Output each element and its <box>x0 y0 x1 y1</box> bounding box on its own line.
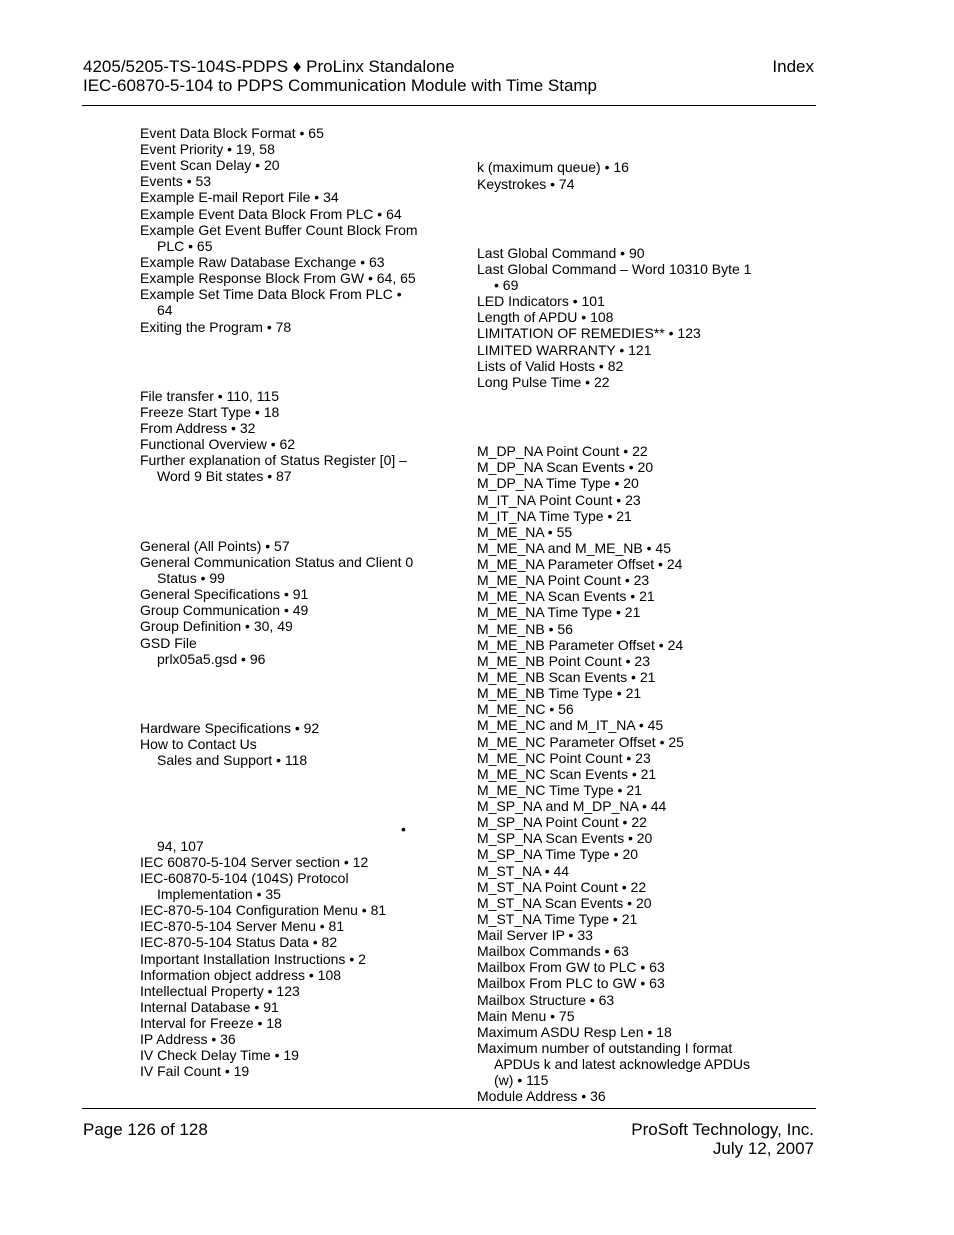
index-entry: Important Installation Instructions • 2 <box>140 951 366 967</box>
index-entry: Mailbox Structure • 63 <box>477 992 615 1008</box>
index-entry: Example Raw Database Exchange • 63 <box>140 254 385 270</box>
index-entry: M_DP_NA Point Count • 22 <box>477 443 648 459</box>
index-entry: M_ST_NA Point Count • 22 <box>477 879 647 895</box>
index-entry: M_ME_NC and M_IT_NA • 45 <box>477 717 664 733</box>
index-entry: k (maximum queue) • 16 <box>477 159 629 175</box>
index-entry: M_IT_NA Point Count • 23 <box>477 492 641 508</box>
index-entry: Events • 53 <box>140 173 212 189</box>
index-subentry: prlx05a5.gsd • 96 <box>157 651 266 667</box>
index-entry: M_ME_NC Scan Events • 21 <box>477 766 657 782</box>
page-number: Page 126 of 128 <box>83 1120 208 1139</box>
company-name: ProSoft Technology, Inc. <box>631 1120 814 1139</box>
index-entry: M_ME_NB • 56 <box>477 621 573 637</box>
index-entry: Exiting the Program • 78 <box>140 319 292 335</box>
index-entry: M_ME_NC • 56 <box>477 701 574 717</box>
index-entry: Mailbox From PLC to GW • 63 <box>477 975 665 991</box>
index-entry: IEC 60870-5-104 Server section • 12 <box>140 854 369 870</box>
index-entry: Example Set Time Data Block From PLC • <box>140 286 402 302</box>
index-entry: M_ME_NA and M_ME_NB • 45 <box>477 540 671 556</box>
index-entry: M_ME_NA Point Count • 23 <box>477 572 650 588</box>
index-entry: Group Communication • 49 <box>140 602 309 618</box>
index-entry-continuation: APDUs k and latest acknowledge APDUs <box>494 1056 751 1072</box>
index-entry: M_SP_NA and M_DP_NA • 44 <box>477 798 667 814</box>
index-entry: IEC-870-5-104 Server Menu • 81 <box>140 918 345 934</box>
index-entry-continuation: 94, 107 <box>157 838 204 854</box>
index-entry: GSD File <box>140 635 197 651</box>
index-entry: M_SP_NA Scan Events • 20 <box>477 830 653 846</box>
index-entry: LED Indicators • 101 <box>477 293 605 309</box>
index-entry: Last Global Command – Word 10310 Byte 1 <box>477 261 752 277</box>
index-entry: M_ME_NA • 55 <box>477 524 573 540</box>
index-entry: M_IT_NA Time Type • 21 <box>477 508 632 524</box>
index-entry: Group Definition • 30, 49 <box>140 618 293 634</box>
index-entry: From Address • 32 <box>140 420 256 436</box>
index-entry: M_ME_NA Scan Events • 21 <box>477 588 655 604</box>
index-entry: Keystrokes • 74 <box>477 176 575 192</box>
index-entry: M_ME_NA Time Type • 21 <box>477 604 641 620</box>
index-entry: Intellectual Property • 123 <box>140 983 300 999</box>
index-entry: General Communication Status and Client 0 <box>140 554 414 570</box>
index-entry: General (All Points) • 57 <box>140 538 290 554</box>
index-entry-continuation: • 69 <box>494 277 519 293</box>
index-entry: M_ME_NB Point Count • 23 <box>477 653 650 669</box>
index-entry: Example Event Data Block From PLC • 64 <box>140 206 402 222</box>
index-entry: Functional Overview • 62 <box>140 436 296 452</box>
index-entry: Example Response Block From GW • 64, 65 <box>140 270 416 286</box>
index-entry: Mailbox From GW to PLC • 63 <box>477 959 665 975</box>
index-entry: Main Menu • 75 <box>477 1008 575 1024</box>
index-entry: M_ST_NA • 44 <box>477 863 570 879</box>
index-entry: M_ME_NB Parameter Offset • 24 <box>477 637 684 653</box>
index-entry: M_ST_NA Time Type • 21 <box>477 911 638 927</box>
index-entry: Mailbox Commands • 63 <box>477 943 629 959</box>
publication-date: July 12, 2007 <box>712 1139 814 1158</box>
index-entry: Maximum ASDU Resp Len • 18 <box>477 1024 672 1040</box>
index-entry-continuation: Word 9 Bit states • 87 <box>157 468 292 484</box>
index-entry: Long Pulse Time • 22 <box>477 374 610 390</box>
index-entry: M_ME_NC Time Type • 21 <box>477 782 642 798</box>
index-entry: LIMITED WARRANTY • 121 <box>477 342 652 358</box>
index-entry: Freeze Start Type • 18 <box>140 404 280 420</box>
index-entry-continuation: (w) • 115 <box>494 1072 549 1088</box>
index-entry: How to Contact Us <box>140 736 257 752</box>
index-entry: Event Scan Delay • 20 <box>140 157 280 173</box>
index-entry-continuation: PLC • 65 <box>157 238 213 254</box>
index-entry: Event Data Block Format • 65 <box>140 125 324 141</box>
index-entry: Further explanation of Status Register [0] – <box>140 452 407 468</box>
index-entry: M_DP_NA Time Type • 20 <box>477 475 639 491</box>
index-entry: Interval for Freeze • 18 <box>140 1015 282 1031</box>
index-entry: General Specifications • 91 <box>140 586 309 602</box>
index-entry: M_ST_NA Scan Events • 20 <box>477 895 652 911</box>
index-entry: Lists of Valid Hosts • 82 <box>477 358 624 374</box>
index-entry-continuation: Status • 99 <box>157 570 225 586</box>
index-entry: Example E-mail Report File • 34 <box>140 189 339 205</box>
index-entry: M_SP_NA Point Count • 22 <box>477 814 647 830</box>
index-entry: M_ME_NC Point Count • 23 <box>477 750 651 766</box>
index-subentry: Sales and Support • 118 <box>157 752 308 768</box>
index-entry: Length of APDU • 108 <box>477 309 614 325</box>
index-entry-bullet: • <box>401 821 406 837</box>
index-entry: M_SP_NA Time Type • 20 <box>477 846 639 862</box>
index-entry: Internal Database • 91 <box>140 999 279 1015</box>
index-entry: Event Priority • 19, 58 <box>140 141 275 157</box>
index-entry: M_ME_NA Parameter Offset • 24 <box>477 556 683 572</box>
index-entry-continuation: Implementation • 35 <box>157 886 281 902</box>
index-entry: Mail Server IP • 33 <box>477 927 593 943</box>
index-entry: M_ME_NC Parameter Offset • 25 <box>477 734 684 750</box>
header-rule <box>82 105 816 106</box>
index-entry: M_ME_NB Scan Events • 21 <box>477 669 656 685</box>
index-entry: M_ME_NB Time Type • 21 <box>477 685 642 701</box>
document-subtitle: IEC-60870-5-104 to PDPS Communication Module with Time Stamp <box>83 76 598 95</box>
index-entry: File transfer • 110, 115 <box>140 388 280 404</box>
index-entry: Example Get Event Buffer Count Block From <box>140 222 418 238</box>
index-entry: Information object address • 108 <box>140 967 342 983</box>
index-entry-continuation: 64 <box>157 302 173 318</box>
footer-rule <box>82 1108 816 1109</box>
index-entry: IP Address • 36 <box>140 1031 236 1047</box>
index-entry: Hardware Specifications • 92 <box>140 720 320 736</box>
index-entry: IV Check Delay Time • 19 <box>140 1047 299 1063</box>
section-name: Index <box>772 57 814 76</box>
index-entry: Module Address • 36 <box>477 1088 606 1104</box>
index-entry: IEC-870-5-104 Configuration Menu • 81 <box>140 902 387 918</box>
index-entry: Last Global Command • 90 <box>477 245 645 261</box>
index-entry: IV Fail Count • 19 <box>140 1063 250 1079</box>
document-title: 4205/5205-TS-104S-PDPS ♦ ProLinx Standalone <box>83 57 455 76</box>
index-entry: IEC-60870-5-104 (104S) Protocol <box>140 870 349 886</box>
index-entry: IEC-870-5-104 Status Data • 82 <box>140 934 338 950</box>
index-entry: LIMITATION OF REMEDIES** • 123 <box>477 325 701 341</box>
index-entry: Maximum number of outstanding I format <box>477 1040 733 1056</box>
index-entry: M_DP_NA Scan Events • 20 <box>477 459 654 475</box>
